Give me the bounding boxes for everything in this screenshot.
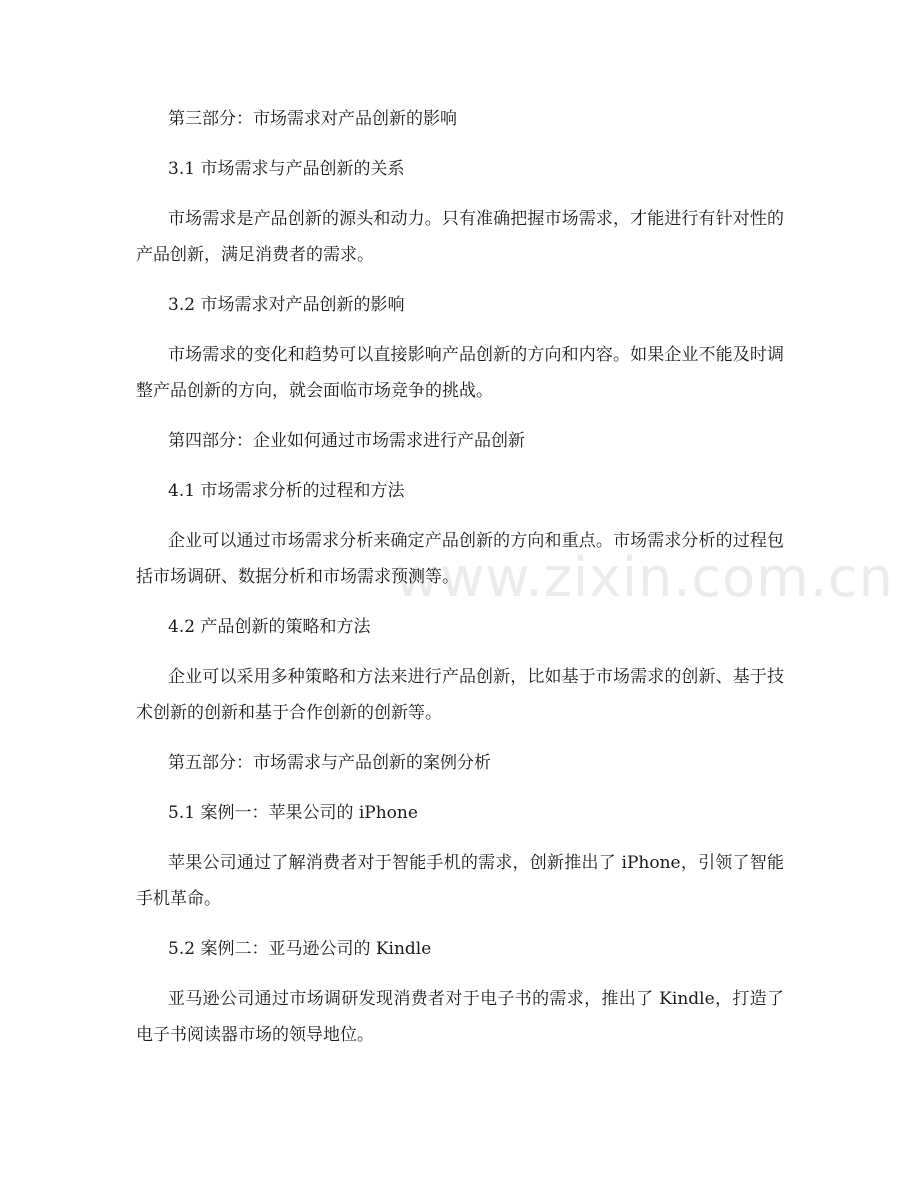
paragraph-5-2: 亚马逊公司通过市场调研发现消费者对于电子书的需求，推出了 Kindle，打造了电子书阅读器市场的领导地位。 [136, 989, 784, 1045]
paragraph-5-1: 苹果公司通过了解消费者对于智能手机的需求，创新推出了 iPhone，引领了智能手机革命。 [136, 853, 784, 909]
subsection-5-1-heading: 5.1 案例一：苹果公司的 iPhone [168, 803, 418, 823]
section-4-heading: 第四部分：企业如何通过市场需求进行产品创新 [168, 431, 525, 451]
paragraph-3-1: 市场需求是产品创新的源头和动力。只有准确把握市场需求，才能进行有针对性的产品创新，满足消费者的需求。 [136, 209, 784, 265]
subsection-4-2-heading: 4.2 产品创新的策略和方法 [168, 617, 371, 637]
paragraph-4-2: 企业可以采用多种策略和方法来进行产品创新，比如基于市场需求的创新、基于技术创新的创新和基于合作创新的创新等。 [136, 667, 784, 723]
paragraph-4-1: 企业可以通过市场需求分析来确定产品创新的方向和重点。市场需求分析的过程包括市场调研、数据分析和市场需求预测等。 [136, 531, 784, 587]
watermark: www.zixin.com.cn [395, 546, 894, 609]
section-5-heading: 第五部分：市场需求与产品创新的案例分析 [168, 753, 491, 773]
section-3-heading: 第三部分：市场需求对产品创新的影响 [168, 109, 457, 129]
subsection-5-2-heading: 5.2 案例二：亚马逊公司的 Kindle [168, 939, 432, 959]
subsection-3-1-heading: 3.1 市场需求与产品创新的关系 [168, 159, 405, 179]
subsection-4-1-heading: 4.1 市场需求分析的过程和方法 [168, 481, 405, 501]
subsection-3-2-heading: 3.2 市场需求对产品创新的影响 [168, 295, 405, 315]
paragraph-3-2: 市场需求的变化和趋势可以直接影响产品创新的方向和内容。如果企业不能及时调整产品创新的方向，就会面临市场竞争的挑战。 [136, 345, 784, 401]
